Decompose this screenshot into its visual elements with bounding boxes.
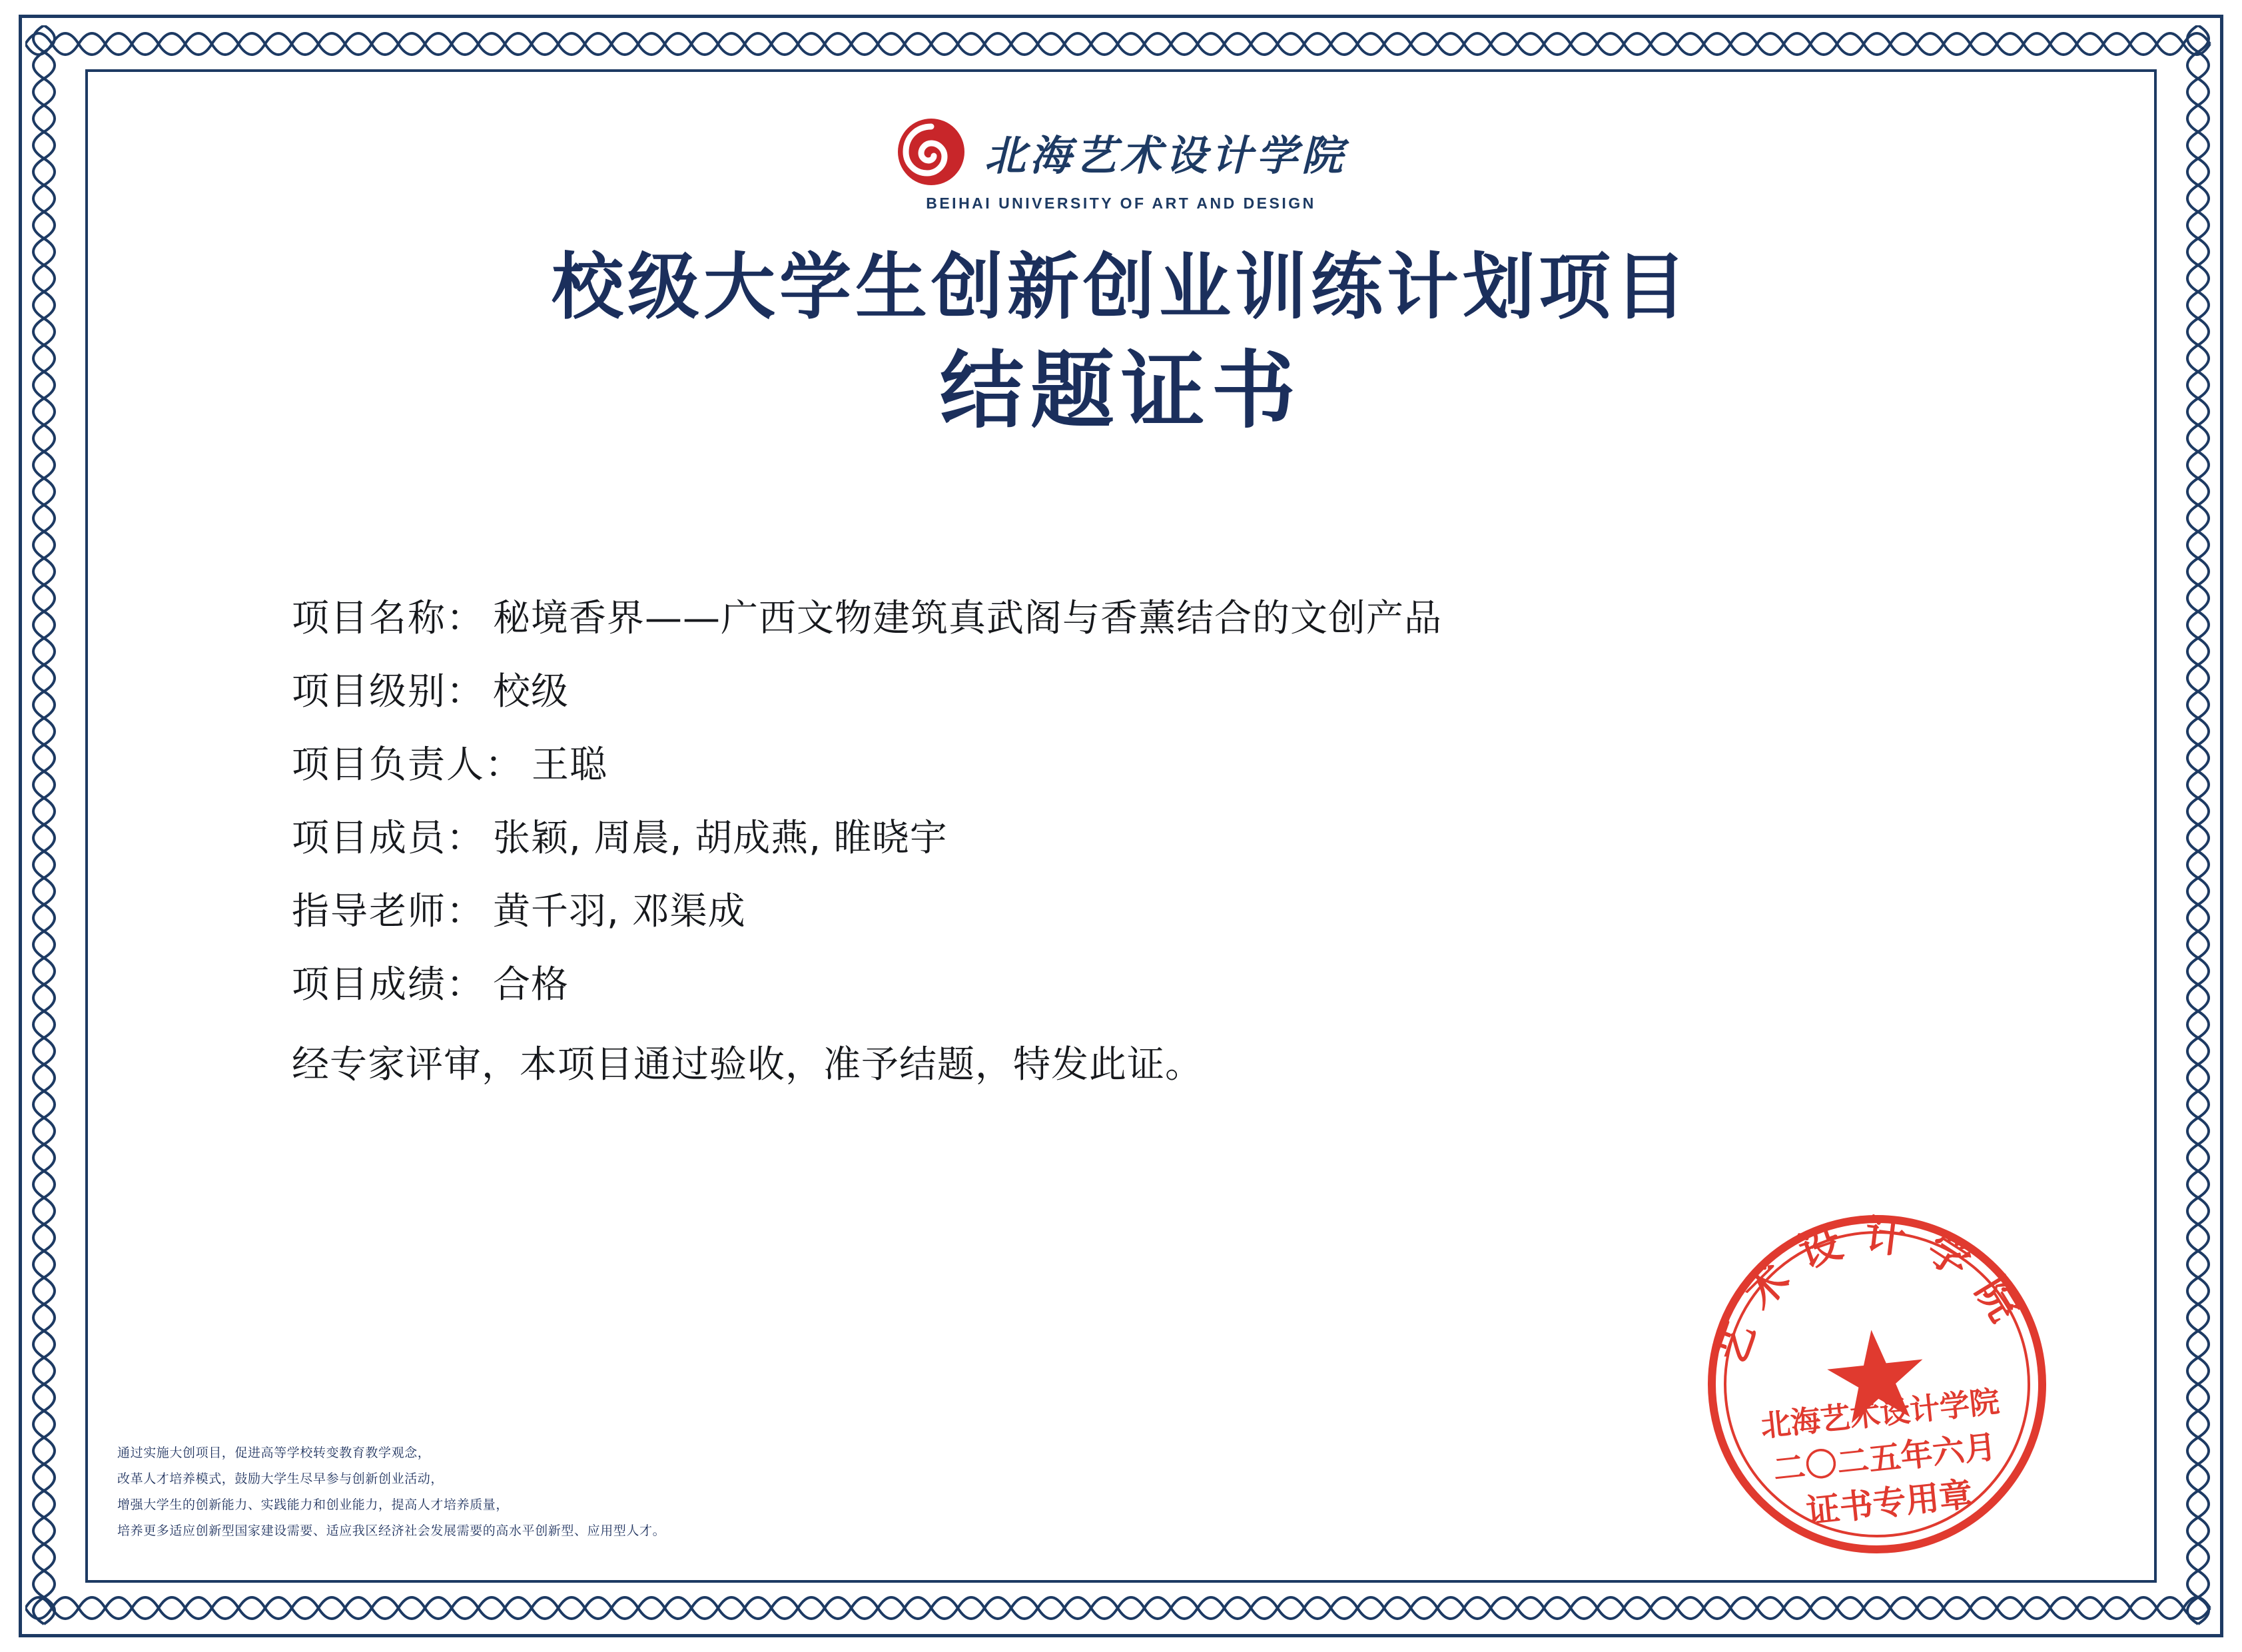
field-label: 项目负责人： [292, 743, 524, 787]
official-seal [1679, 1186, 2074, 1581]
field-project-leader [292, 742, 2037, 789]
footer-note-line-2: 改革人才培养模式，鼓励大学生尽早参与创新创业活动， [117, 1471, 444, 1487]
institution-header [85, 116, 2157, 212]
seal-center-line-2: 二〇二五年六月 [1771, 1428, 1998, 1489]
field-value: 黄千羽, 邓渠成 [493, 890, 746, 933]
field-value: 校级 [493, 670, 569, 713]
certificate-title [85, 242, 2157, 446]
field-label: 项目名称： [292, 597, 485, 640]
field-value: 王聪 [532, 743, 607, 787]
institution-name-en: BEIHAI UNIVERSITY OF ART AND DESIGN [926, 195, 1316, 212]
seal-arc-text: 艺术设计学院 [1704, 1210, 2040, 1372]
footer-note-line-1: 通过实施大创项目，促进高等学校转变教育教学观念， [117, 1446, 431, 1461]
field-value: 张颖, 周晨, 胡成燕, 睢晓宇 [493, 817, 948, 860]
footer-note-line-3: 增强大学生的创新能力、实践能力和创业能力，提高人才培养质量， [117, 1497, 510, 1513]
field-project-members [292, 815, 2037, 862]
field-grade [292, 962, 2037, 1009]
field-label: 项目级别： [292, 670, 485, 713]
seal-center-line-3: 证书专用章 [1804, 1474, 1975, 1531]
svg-text:艺术设计学院 [1692, 1194, 2042, 1376]
field-label: 项目成绩： [292, 963, 485, 1007]
field-list [292, 596, 2037, 1088]
title-line-1: 校级大学生创新创业训练计划项目 [551, 245, 1690, 329]
field-project-name [292, 596, 2037, 642]
seal-center-line-1: 北海艺术设计学院 [1758, 1384, 2002, 1444]
certificate-content [85, 69, 2157, 1583]
footer-note [117, 1440, 665, 1544]
approval-statement: 经专家评审，本项目通过验收，准予结题，特发此证。 [292, 1043, 1203, 1086]
field-label: 指导老师： [292, 890, 485, 933]
field-advisors [292, 889, 2037, 935]
footer-note-line-4: 培养更多适应创新型国家建设需要、适应我区经济社会发展需要的高水平创新型、应用型人才。 [117, 1523, 666, 1539]
field-value: 秘境香界——广西文物建筑真武阁与香薰结合的文创产品 [493, 597, 1442, 640]
title-line-2: 结题证书 [940, 341, 1302, 440]
institution-name-cn: 北海艺术设计学院 [984, 131, 1347, 180]
spiral-flame-logo-icon [895, 116, 967, 188]
field-label: 项目成员： [292, 817, 485, 860]
field-value: 合格 [493, 963, 569, 1007]
field-project-level [292, 669, 2037, 715]
logo-row [895, 116, 1347, 188]
